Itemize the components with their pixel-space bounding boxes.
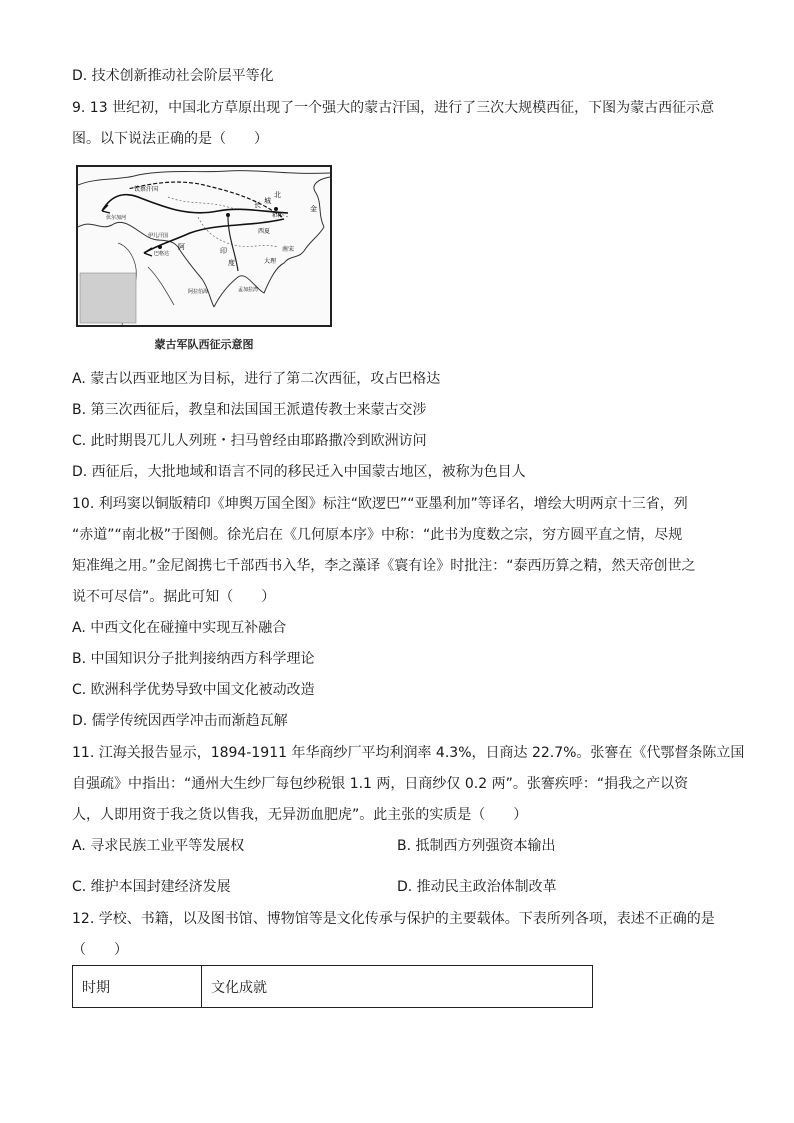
map-label: 大理 — [264, 258, 277, 265]
map-caption: 蒙古军队西征示意图 — [154, 338, 254, 351]
q10-option-a: A. 中西文化在碰撞中实现互补融合 — [72, 620, 287, 636]
q9-option-c: C. 此时期畏兀儿人列班・扫马曾经由耶路撒冷到欧洲访问 — [72, 433, 427, 449]
q9-option-b: B. 第三次西征后，教皇和法国国王派遣传教士来蒙古交涉 — [72, 402, 427, 418]
map-label: 城 — [264, 197, 271, 205]
q11-option-d: D. 推动民主政治体制改革 — [397, 879, 557, 895]
q10-stem-line1: 10. 利玛窦以铜版精印《坤舆万国全图》标注“欧逻巴”“亚墨利加”等译名，增绘大明两京十三省，列 — [72, 496, 688, 512]
q10-stem-line2: “赤道”“南北极”于图侧。徐光启在《几何原本序》中称：“此书为度数之宗，穷方圆平直之情，尽规 — [72, 527, 683, 543]
q12-stem-line2: （ ） — [72, 942, 128, 958]
q11-option-a: A. 寻求民族工业平等发展权 — [72, 838, 245, 854]
q11-option-c: C. 维护本国封建经济发展 — [72, 879, 231, 895]
map-label: 阿 — [178, 243, 185, 251]
map-label: 巴格达 — [154, 251, 170, 257]
map-label: 阿拉伯海 — [188, 289, 209, 295]
q10-option-d: D. 儒学传统因西学冲击而渐趋瓦解 — [72, 713, 288, 729]
map-label: 金 — [310, 205, 317, 213]
q9-stem-line2: 图。以下说法正确的是（ ） — [72, 131, 268, 147]
q11-option-b: B. 抵制西方列强资本输出 — [397, 838, 556, 854]
q9-option-d: D. 西征后，大批地域和语言不同的移民迁入中国蒙古地区，被称为色目人 — [72, 464, 526, 480]
map-label: 西夏 — [258, 228, 271, 235]
q12-stem-line1: 12. 学校、书籍，以及图书馆、博物馆等是文化传承与保护的主要载体。下表所列各项，表述不正确的是 — [72, 911, 715, 927]
map-drawing — [78, 167, 330, 325]
map-label: 南宋 — [282, 246, 295, 253]
q11-stem-line3: 人，人即用资于我之货以售我，无异沥血肥虎”。此主张的实质是（ ） — [72, 807, 528, 823]
table-header-achievement: 文化成就 — [211, 979, 267, 996]
q9-option-a: A. 蒙古以西亚地区为目标，进行了第二次西征，攻占巴格达 — [72, 371, 441, 387]
map-label: 钦察汗国 — [134, 186, 159, 193]
mongol-westward-map — [76, 165, 332, 327]
map-label: 北 — [274, 191, 281, 199]
q10-option-c: C. 欧洲科学优势导致中国文化被动改造 — [72, 682, 315, 698]
q11-stem-line1: 11. 江海关报告显示，1894-1911 年华商纱厂平均利润率 4.3%，日商达 22.7%。张謇在《代鄂督条陈立国 — [72, 745, 745, 761]
map-label: 度 — [228, 259, 235, 267]
q10-stem-line3: 矩准绳之用。”金尼阁携七千部西书入华，李之藻译《寰有诠》时批注：“泰西历算之精，然天帝创世之 — [72, 558, 696, 574]
map-label: 印 — [220, 247, 227, 255]
q10-stem-line4: 说不可尽信”。据此可知（ ） — [72, 589, 276, 605]
q11-stem-line2: 自强疏》中指出：“通州大生纱厂每包纱税银 1.1 两，日商纱仅 0.2 两”。张謇疾呼：“捐我之产以资 — [72, 776, 689, 792]
q8-option-d: D. 技术创新推动社会阶层平等化 — [72, 68, 274, 84]
map-label: 孟加拉湾 — [238, 287, 259, 293]
q10-option-b: B. 中国知识分子批判接纳西方科学理论 — [72, 651, 315, 667]
map-label: 和林 — [272, 213, 283, 219]
q12-table — [72, 965, 593, 1008]
q9-stem-line1: 9. 13 世纪初，中国北方草原出现了一个强大的蒙古汗国，进行了三次大规模西征，下图为蒙古西征示意 — [72, 100, 715, 116]
table-header-period: 时期 — [73, 966, 202, 1007]
map-label: 伊儿汗国 — [148, 233, 169, 239]
map-label: 伏尔加河 — [106, 215, 127, 221]
map-label: 长 — [254, 201, 261, 209]
